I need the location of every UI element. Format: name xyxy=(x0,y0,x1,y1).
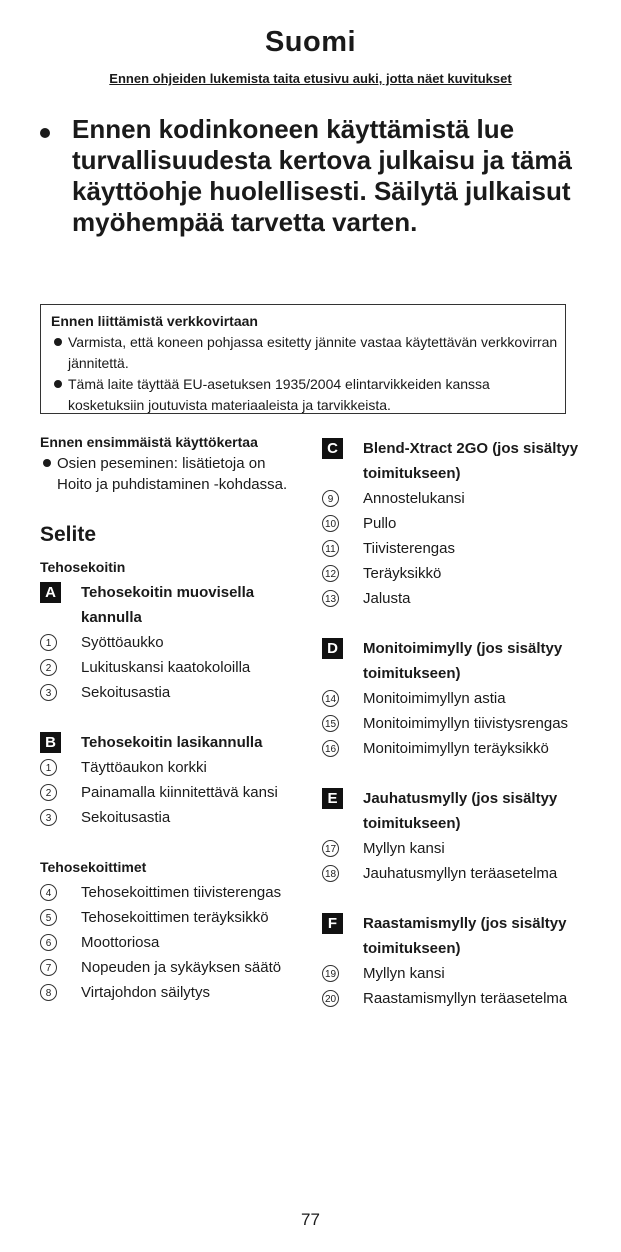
box-item: Varmista, että koneen pohjassa esitetty jännite vastaa käytettävän verkkovirran jännitettä. xyxy=(51,332,565,374)
section-f-label: Raastamismylly (jos sisältyy toimitukseen) xyxy=(363,915,567,957)
first-use-title: Ennen ensimmäistä käyttökertaa xyxy=(40,434,258,450)
bullet-dot xyxy=(40,128,50,138)
number-marker: 14 xyxy=(322,690,339,707)
number-marker: 9 xyxy=(322,490,339,507)
box-title: Ennen liittämistä verkkovirtaan xyxy=(51,313,258,329)
legend-item-label: Täyttöaukon korkki xyxy=(81,759,207,776)
letter-a-badge: A xyxy=(40,582,61,603)
legend-section-c xyxy=(322,436,592,486)
legend-item-label: Sekoitusastia xyxy=(81,684,171,701)
letter-e-badge: E xyxy=(322,788,343,809)
legend-item-label: Jalusta xyxy=(363,590,411,607)
legend-item xyxy=(40,955,290,980)
number-marker: 15 xyxy=(322,715,339,732)
number-marker: 4 xyxy=(40,884,57,901)
legend-item-label: Monitoimimyllyn tiivistysrengas xyxy=(363,715,569,732)
section-d-label: Monitoimimylly (jos sisältyy toimitukseen) xyxy=(363,640,563,682)
legend-item xyxy=(322,836,592,861)
legend-item-label: Nopeuden ja sykäyksen säätö xyxy=(81,959,282,976)
legend-item xyxy=(322,511,592,536)
legend-item xyxy=(40,880,290,905)
legend-item xyxy=(322,736,592,761)
legend-section-e xyxy=(322,786,592,836)
legend-item xyxy=(322,561,592,586)
legend-item xyxy=(40,755,290,780)
legend-item xyxy=(322,861,592,886)
legend-item-label: Painamalla kiinnitettävä kansi xyxy=(81,784,278,801)
number-marker: 3 xyxy=(40,684,57,701)
number-marker: 6 xyxy=(40,934,57,951)
legend-item xyxy=(40,930,290,955)
legend-item-label: Monitoimimyllyn astia xyxy=(363,690,506,707)
letter-f-badge: F xyxy=(322,913,343,934)
legend-item-label: Syöttöaukko xyxy=(81,634,164,651)
number-marker: 5 xyxy=(40,909,57,926)
legend-item xyxy=(40,780,290,805)
legend-item xyxy=(40,680,290,705)
legend-item xyxy=(322,586,592,611)
number-marker: 16 xyxy=(322,740,339,757)
number-marker: 13 xyxy=(322,590,339,607)
legend-item-label: Sekoitusastia xyxy=(81,809,171,826)
letter-d-badge: D xyxy=(322,638,343,659)
legend-section-b xyxy=(40,730,290,755)
subtitle-instruction: Ennen ohjeiden lukemista taita etusivu auki, jotta näet kuvitukset xyxy=(109,71,512,86)
legend-item xyxy=(322,986,592,1011)
legend-item xyxy=(322,536,592,561)
letter-b-badge: B xyxy=(40,732,61,753)
number-marker: 2 xyxy=(40,659,57,676)
number-marker: 11 xyxy=(322,540,339,557)
number-marker: 17 xyxy=(322,840,339,857)
legend-item-label: Tehosekoittimen teräyksikkö xyxy=(81,909,269,926)
legend-item-label: Lukituskansi kaatokoloilla xyxy=(81,659,251,676)
legend-item xyxy=(40,805,290,830)
legend-item-label: Virtajohdon säilytys xyxy=(81,984,210,1001)
number-marker: 19 xyxy=(322,965,339,982)
main-safety-notice xyxy=(40,114,595,238)
legend-item-label: Moottoriosa xyxy=(81,934,160,951)
legend-item xyxy=(322,961,592,986)
page-number: 77 xyxy=(301,1210,320,1229)
legend-item-label: Raastamismyllyn teräasetelma xyxy=(363,990,568,1007)
number-marker: 2 xyxy=(40,784,57,801)
section-b-label: Tehosekoitin lasikannulla xyxy=(81,734,263,751)
section-e-label: Jauhatusmylly (jos sisältyy toimitukseen) xyxy=(363,790,558,832)
legend-item-label: Jauhatusmyllyn teräasetelma xyxy=(363,865,558,882)
legend-item-label: Myllyn kansi xyxy=(363,965,445,982)
mains-connection-box xyxy=(40,304,566,414)
page-title: Suomi xyxy=(264,26,357,58)
group-label-blender: Tehosekoitin xyxy=(40,559,126,575)
number-marker: 12 xyxy=(322,565,339,582)
number-marker: 1 xyxy=(40,759,57,776)
legend-title: Selite xyxy=(40,523,97,546)
box-item: Tämä laite täyttää EU-asetuksen 1935/2004 elintarvikkeiden kanssa kosketuksiin joutuvista materiaaleista ja tarvikkeista. xyxy=(51,374,565,416)
number-marker: 7 xyxy=(40,959,57,976)
number-marker: 3 xyxy=(40,809,57,826)
legend-item-label: Pullo xyxy=(363,515,397,532)
letter-c-badge: C xyxy=(322,438,343,459)
legend-item xyxy=(40,655,290,680)
legend-item xyxy=(40,630,290,655)
legend-item-label: Annostelukansi xyxy=(363,490,465,507)
group-label-blenders: Tehosekoittimet xyxy=(40,859,147,875)
legend-section-d xyxy=(322,636,592,686)
legend-item-label: Monitoimimyllyn teräyksikkö xyxy=(363,740,549,757)
legend-section-a xyxy=(40,580,290,630)
legend-item xyxy=(40,905,290,930)
legend-section-f xyxy=(322,911,592,961)
legend-item xyxy=(322,711,592,736)
legend-item xyxy=(322,486,592,511)
number-marker: 20 xyxy=(322,990,339,1007)
number-marker: 8 xyxy=(40,984,57,1001)
legend-item-label: Myllyn kansi xyxy=(363,840,445,857)
right-column xyxy=(322,436,592,1011)
legend-item-label: Tiivisterengas xyxy=(363,540,455,557)
main-notice-text: Ennen kodinkoneen käyttämistä lue turvallisuudesta kertova julkaisu ja tämä käyttöohje huolellisesti. Säilytä julkaisut myöhempää tarvetta varten. xyxy=(72,114,572,237)
number-marker: 10 xyxy=(322,515,339,532)
first-use-item: Osien peseminen: lisätietoja on Hoito ja puhdistaminen -kohdassa. xyxy=(40,453,290,495)
section-c-label: Blend-Xtract 2GO (jos sisältyy toimitukseen) xyxy=(363,440,579,482)
number-marker: 1 xyxy=(40,634,57,651)
section-a-label: Tehosekoitin muovisella kannulla xyxy=(81,584,255,626)
legend-item-label: Teräyksikkö xyxy=(363,565,442,582)
number-marker: 18 xyxy=(322,865,339,882)
legend-item xyxy=(322,686,592,711)
left-column xyxy=(40,432,290,1005)
legend-item xyxy=(40,980,290,1005)
legend-item-label: Tehosekoittimen tiivisterengas xyxy=(81,884,282,901)
